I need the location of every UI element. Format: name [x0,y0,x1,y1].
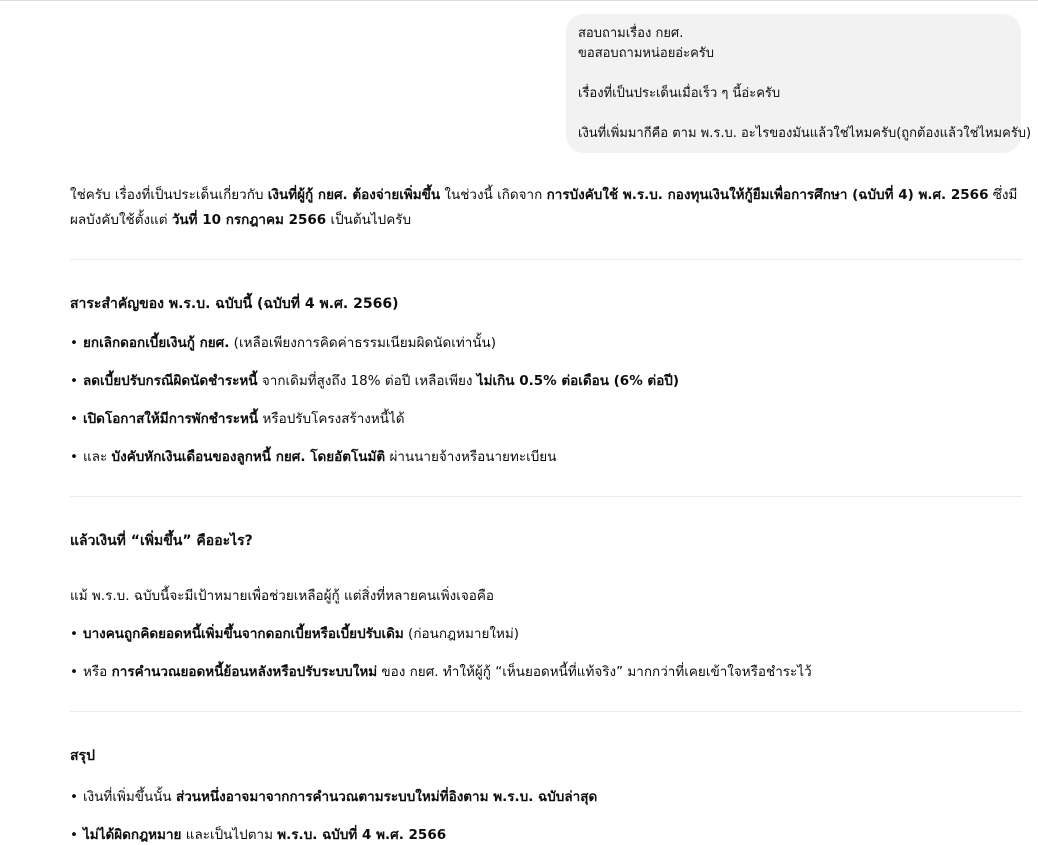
section-divider [70,711,1022,712]
intro-bold: การบังคับใช้ พ.ร.บ. กองทุนเงินให้กู้ยืมเพื่อการศึกษา (ฉบับที่ 4) พ.ศ. 2566 [546,187,989,203]
reply-intro [70,183,1022,233]
user-message-bubble [566,14,1032,153]
list-item: • ยกเลิกดอกเบี้ยเงินกู้ กยศ. (เหลือเพียงการคิดค่าธรรมเนียมผิดนัดเท่านั้น) [70,335,497,351]
list-item: • เงินที่เพิ่มขึ้นนั้น ส่วนหนึ่งอาจมาจากการคำนวณตามระบบใหม่ที่อิงตาม พ.ร.บ. ฉบับล่าสุด [70,789,598,805]
intro-bold: เงินที่ผู้กู้ กยศ. ต้องจ่ายเพิ่มขึ้น [267,187,441,203]
top-divider [0,0,1038,1]
intro-bold: วันที่ 10 กรกฎาคม 2566 [171,212,327,228]
list-item: • เปิดโอกาสให้มีการพักชำระหนี้ หรือปรับโครงสร้างหนี้ได้ [70,411,405,427]
section-heading: แล้วเงินที่ “เพิ่มขึ้น” คืออะไร? [70,533,253,549]
section-paragraph: แม้ พ.ร.บ. ฉบับนี้จะมีเป้าหมายเพื่อช่วยเหลือผู้กู้ แต่สิ่งที่หลายคนเพิ่งเจอคือ [70,588,494,604]
list-item: • และ บังคับหักเงินเดือนของลูกหนี้ กยศ. โดยอัตโนมัติ ผ่านนายจ้างหรือนายทะเบียน [70,449,557,465]
bullet-list [70,333,1022,467]
section-divider [70,259,1022,260]
intro-text: ในช่วงนี้ เกิดจาก [440,187,547,203]
user-message-line: ขอสอบถามหน่อยอ่ะครับ [578,46,715,61]
user-message-line: เงินที่เพิ่มมากีคือ ตาม พ.ร.บ. อะไรของมันแล้วใช่ไหมครับ(ถูกต้องแล้วใช่ไหมครับ) [578,126,1032,141]
section-heading: สาระสำคัญของ พ.ร.บ. ฉบับนี้ (ฉบับที่ 4 พ.ศ. 2566) [70,296,399,312]
list-item: • บางคนถูกคิดยอดหนี้เพิ่มขึ้นจากดอกเบี้ยหรือเบี้ยปรับเดิม (ก่อนกฎหมายใหม่) [70,626,520,642]
intro-text: ซึ่งมีผลบังคับใช้ตั้งแต่ [70,187,1018,228]
bullet-list [70,624,1022,682]
list-item: • ไม่ได้ผิดกฎหมาย และเป็นไปตาม พ.ร.บ. ฉบับที่ 4 พ.ศ. 2566 [70,827,447,843]
list-item: • ลดเบี้ยปรับกรณีผิดนัดชำระหนี้ จากเดิมที่สูงถึง 18% ต่อปี เหลือเพียง ไม่เกิน 0.5% ต่อเดือน (6% ต่อปี) [70,373,680,389]
section-heading: สรุป [70,748,95,764]
intro-text: ใช่ครับ เรื่องที่เป็นประเด็นเกี่ยวกับ [70,187,268,203]
bullet-list [70,787,1022,845]
list-item: • หรือ การคำนวณยอดหนี้ย้อนหลังหรือปรับระบบใหม่ ของ กยศ. ทำให้ผู้กู้ “เห็นยอดหนี้ที่แท้จริง” มากกว่าที่เคยเข้าใจหรือชำระไว้ [70,664,812,680]
user-message-line: เรื่องที่เป็นประเด็นเมื่อเร็ว ๆ นี้อ่ะครับ [578,86,781,101]
intro-text: เป็นต้นไปครับ [326,212,412,228]
section-divider [70,496,1022,497]
assistant-reply [70,183,1022,845]
user-message-line: สอบถามเรื่อง กยศ. [578,26,684,41]
